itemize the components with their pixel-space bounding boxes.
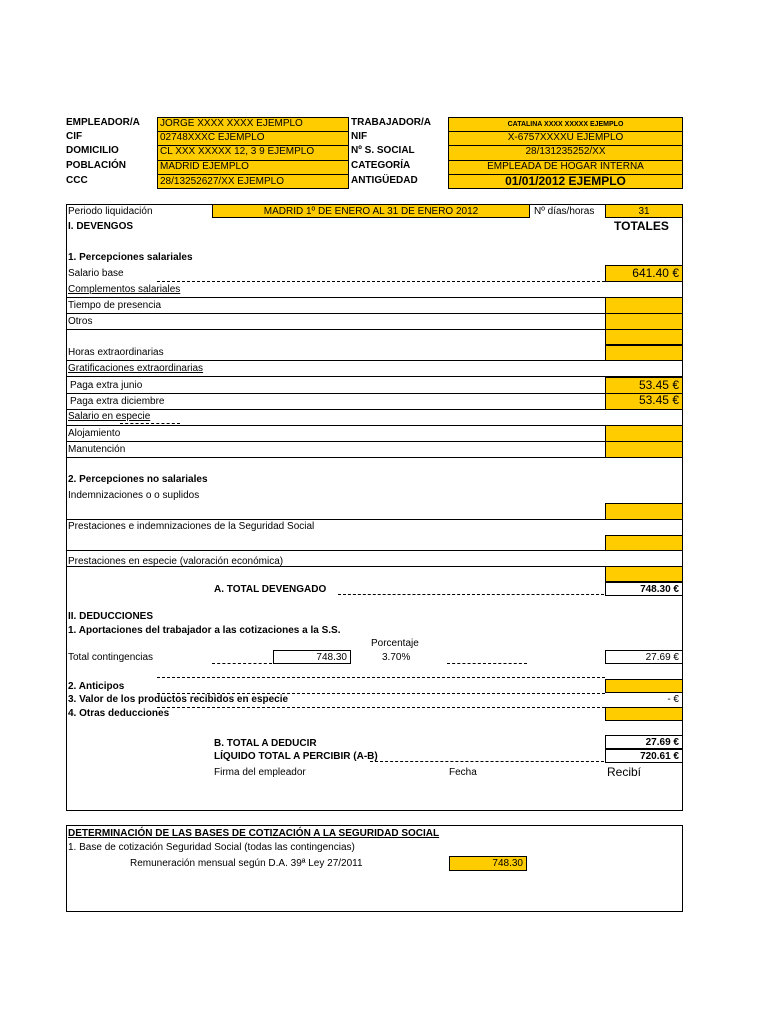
contingencias-label: Total contingencias bbox=[68, 652, 154, 663]
otros-extra-cell[interactable] bbox=[605, 329, 683, 345]
anticipos-label: 2. Anticipos bbox=[68, 681, 125, 692]
remuneracion-value: 748.30 bbox=[492, 858, 523, 869]
label-nss: Nº S. SOCIAL bbox=[351, 145, 415, 156]
label-nif: NIF bbox=[351, 131, 368, 142]
otros-cell[interactable] bbox=[605, 313, 683, 330]
prestaciones-ss-label: Prestaciones e indemnizaciones de la Seguridad Social bbox=[68, 521, 315, 532]
otros-label: Otros bbox=[68, 316, 93, 327]
label-categoria: CATEGORÍA bbox=[351, 160, 411, 171]
empleador-ccc: 28/13252627/XX EJEMPLO bbox=[160, 176, 284, 187]
salariales-title: 1. Percepciones salariales bbox=[68, 252, 193, 263]
alojamiento-cell[interactable] bbox=[605, 425, 683, 442]
paga-junio-label: Paga extra junio bbox=[70, 380, 143, 391]
complementos-label: Complementos salariales bbox=[68, 284, 181, 295]
indemnizaciones-label: Indemnizaciones o o suplidos bbox=[68, 490, 200, 501]
label-empleador: EMPLEADOR/A bbox=[66, 117, 140, 128]
days-value: 31 bbox=[638, 206, 650, 217]
fecha-label: Fecha bbox=[449, 767, 477, 778]
contingencias-value: 27.69 € bbox=[645, 652, 679, 663]
label-antiguedad: ANTIGÜEDAD bbox=[351, 175, 418, 186]
indemnizaciones-cell[interactable] bbox=[605, 503, 683, 520]
trabajador-nif: X-6757XXXXU EJEMPLO bbox=[507, 132, 624, 143]
days-label: Nº días/horas bbox=[534, 206, 595, 217]
firma-label: Firma del empleador bbox=[214, 767, 306, 778]
remuneracion-label: Remuneración mensual según D.A. 39ª Ley 27/2011 bbox=[130, 858, 363, 869]
trabajador-antiguedad: 01/01/2012 EJEMPLO bbox=[505, 174, 626, 188]
contingencias-base: 748.30 bbox=[316, 652, 347, 663]
total-devengado-value: 748.30 € bbox=[640, 584, 679, 595]
empleador-poblacion: MADRID EJEMPLO bbox=[160, 161, 249, 172]
trabajador-categoria: EMPLEADA DE HOGAR INTERNA bbox=[487, 161, 644, 172]
empleador-domicilio: CL XXX XXXXX 12, 3 9 EJEMPLO bbox=[160, 146, 315, 157]
alojamiento-label: Alojamiento bbox=[68, 428, 121, 439]
contingencias-pct: 3.70% bbox=[382, 652, 411, 663]
total-deducir-value: 27.69 € bbox=[645, 737, 679, 748]
otras-deducciones-cell[interactable] bbox=[605, 707, 683, 721]
label-ccc: CCC bbox=[66, 175, 88, 186]
trabajador-nss: 28/131235252/XX bbox=[525, 146, 606, 157]
liquido-label: LÍQUIDO TOTAL A PERCIBIR (A-B) bbox=[214, 751, 378, 762]
prestaciones-especie-label: Prestaciones en especie (valoración económica) bbox=[68, 556, 284, 567]
horas-extra-cell[interactable] bbox=[605, 345, 683, 361]
liquido-value: 720.61 € bbox=[640, 751, 679, 762]
trabajador-name: CATALINA XXXX XXXXX EJEMPLO bbox=[507, 121, 624, 128]
paga-junio-value: 53.45 € bbox=[638, 378, 679, 392]
paga-diciembre-value: 53.45 € bbox=[638, 393, 679, 407]
empleador-name: JORGE XXXX XXXX EJEMPLO bbox=[160, 118, 303, 129]
deducciones-title: II. DEDUCCIONES bbox=[68, 611, 154, 622]
label-poblacion: POBLACIÓN bbox=[66, 160, 126, 171]
total-devengado-label: A. TOTAL DEVENGADO bbox=[214, 584, 327, 595]
aportaciones-title: 1. Aportaciones del trabajador a las cotizaciones a la S.S. bbox=[68, 625, 341, 636]
otras-deducciones-label: 4. Otras deducciones bbox=[68, 708, 170, 719]
label-cif: CIF bbox=[66, 131, 83, 142]
total-deducir-label: B. TOTAL A DEDUCIR bbox=[214, 738, 317, 749]
horas-extra-label: Horas extraordinarias bbox=[68, 347, 164, 358]
empleador-cif: 02748XXXC EJEMPLO bbox=[160, 132, 265, 143]
salario-base-value: 641.40 € bbox=[632, 266, 679, 280]
tiempo-presencia-cell[interactable] bbox=[605, 297, 683, 314]
bases-title: DETERMINACIÓN DE LAS BASES DE COTIZACIÓN A LA SEGURIDAD SOCIAL bbox=[68, 828, 440, 839]
manutencion-label: Manutención bbox=[68, 444, 126, 455]
prestaciones-ss-cell[interactable] bbox=[605, 535, 683, 551]
paga-diciembre-label: Paga extra diciembre bbox=[70, 396, 165, 407]
recibi-label: Recibí bbox=[607, 765, 642, 779]
especie-deduccion-value: - € bbox=[667, 694, 679, 705]
period-value: MADRID 1º DE ENERO AL 31 DE ENERO 2012 bbox=[263, 206, 479, 217]
gratificaciones-label: Gratificaciones extraordinarias bbox=[68, 363, 204, 374]
especie-label: Salario en especie bbox=[68, 411, 151, 422]
no-salariales-title: 2. Percepciones no salariales bbox=[68, 474, 208, 485]
header-block bbox=[66, 117, 683, 189]
label-domicilio: DOMICILIO bbox=[66, 145, 119, 156]
anticipos-cell[interactable] bbox=[605, 679, 683, 693]
prestaciones-especie-cell[interactable] bbox=[605, 566, 683, 582]
totals-label: TOTALES bbox=[614, 219, 669, 233]
porcentaje-label: Porcentaje bbox=[371, 638, 419, 649]
tiempo-presencia-label: Tiempo de presencia bbox=[68, 300, 162, 311]
manutencion-cell[interactable] bbox=[605, 441, 683, 458]
devengos-title: I. DEVENGOS bbox=[68, 221, 134, 232]
salario-base-label: Salario base bbox=[68, 268, 124, 279]
period-label: Periodo liquidación bbox=[68, 206, 153, 217]
label-trabajador: TRABAJADOR/A bbox=[351, 117, 431, 128]
especie-deduccion-label: 3. Valor de los productos recibidos en especie bbox=[68, 694, 289, 705]
bases-line1: 1. Base de cotización Seguridad Social (todas las contingencias) bbox=[68, 842, 355, 853]
